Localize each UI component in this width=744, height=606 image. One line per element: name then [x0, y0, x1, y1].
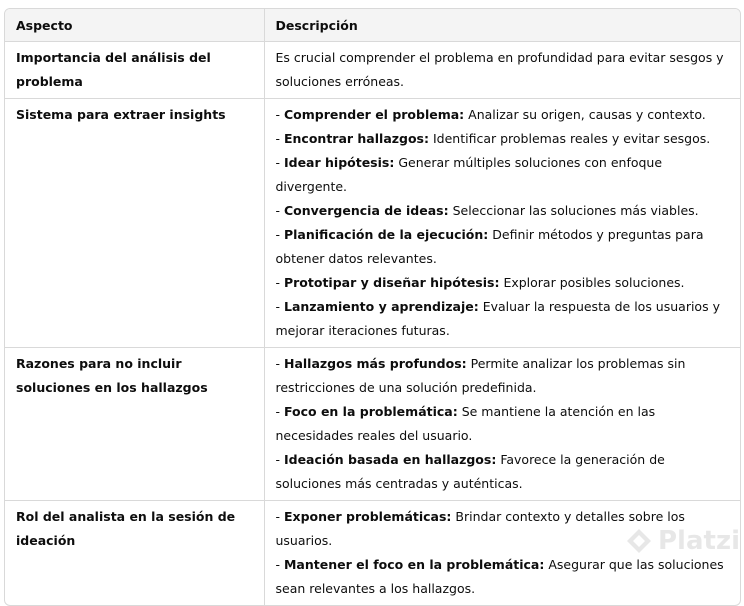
- description-item: - Lanzamiento y aprendizaje: Evaluar la respuesta de los usuarios y mejorar iteraciones futuras.: [275, 299, 720, 338]
- item-text: Evaluar la respuesta de los usuarios y mejorar iteraciones futuras.: [275, 299, 720, 338]
- description-cell: [264, 42, 740, 99]
- table-row: [5, 42, 740, 99]
- item-text: Explorar posibles soluciones.: [499, 275, 685, 290]
- item-title: Planificación de la ejecución:: [283, 227, 489, 242]
- description-item: - Convergencia de ideas: Seleccionar las soluciones más viables.: [275, 203, 699, 218]
- table-row: [5, 99, 740, 348]
- description-cell: [264, 348, 740, 501]
- description-item: - Planificación de la ejecución: Definir métodos y preguntas para obtener datos relevantes.: [275, 227, 704, 266]
- table-body: [5, 42, 740, 606]
- item-title: Comprender el problema:: [283, 107, 465, 122]
- item-text: Favorece la generación de soluciones más centradas y auténticas.: [275, 452, 665, 491]
- item-title: Hallazgos más profundos:: [283, 356, 467, 371]
- item-title: Ideación basada en hallazgos:: [283, 452, 497, 467]
- description-item: - Ideación basada en hallazgos: Favorece la generación de soluciones más centradas y auténticas.: [275, 452, 665, 491]
- aspect-cell: Razones para no incluir soluciones en los hallazgos: [5, 348, 264, 501]
- aspect-cell: Rol del analista en la sesión de ideación: [5, 501, 264, 606]
- summary-table: [5, 9, 740, 605]
- item-title: Exponer problemáticas:: [283, 509, 452, 524]
- table-row: [5, 348, 740, 501]
- description-item: - Hallazgos más profundos: Permite analizar los problemas sin restricciones de una solución predefinida.: [275, 356, 686, 395]
- description-item: - Encontrar hallazgos: Identificar problemas reales y evitar sesgos.: [275, 131, 711, 146]
- item-title: Encontrar hallazgos:: [283, 131, 429, 146]
- description-item: - Exponer problemáticas: Brindar contexto y detalles sobre los usuarios.: [275, 509, 685, 548]
- aspect-cell: Importancia del análisis del problema: [16, 50, 211, 89]
- item-title: Idear hipótesis:: [283, 155, 395, 170]
- aspect-cell: Sistema para extraer insights: [5, 99, 264, 348]
- header-descripcion: Descripción: [264, 9, 740, 42]
- item-text: Identificar problemas reales y evitar sesgos.: [429, 131, 711, 146]
- item-title: Mantener el foco en la problemática:: [283, 557, 545, 572]
- item-title: Lanzamiento y aprendizaje:: [283, 299, 479, 314]
- item-text: Se mantiene la atención en las necesidades reales del usuario.: [275, 404, 656, 443]
- platzi-watermark: [624, 526, 740, 556]
- watermark-text: Platzi: [658, 526, 740, 556]
- item-text: Permite analizar los problemas sin restricciones de una solución predefinida.: [275, 356, 686, 395]
- item-text: Analizar su origen, causas y contexto.: [464, 107, 706, 122]
- description-item: - Comprender el problema: Analizar su origen, causas y contexto.: [275, 107, 706, 122]
- description-item: - Mantener el foco en la problemática: Asegurar que las soluciones sean relevantes a los hallazgos.: [275, 557, 724, 596]
- item-title: Foco en la problemática:: [283, 404, 458, 419]
- table-header-row: [5, 9, 740, 42]
- summary-table-container: [4, 8, 741, 606]
- item-text: Generar múltiples soluciones con enfoque divergente.: [275, 155, 663, 194]
- description-item: [276, 46, 730, 94]
- description-item: - Foco en la problemática: Se mantiene la atención en las necesidades reales del usuario.: [275, 404, 656, 443]
- description-cell: [264, 99, 740, 348]
- item-title: Convergencia de ideas:: [283, 203, 449, 218]
- header-aspecto: Aspecto: [5, 9, 264, 42]
- item-text: Definir métodos y preguntas para obtener datos relevantes.: [275, 227, 704, 266]
- item-text: Es crucial comprender el problema en profundidad para evitar sesgos y soluciones erróneas.: [275, 50, 724, 89]
- description-item: - Idear hipótesis: Generar múltiples soluciones con enfoque divergente.: [275, 155, 663, 194]
- description-item: - Prototipar y diseñar hipótesis: Explorar posibles soluciones.: [275, 275, 685, 290]
- item-text: Asegurar que las soluciones sean relevantes a los hallazgos.: [275, 557, 724, 596]
- item-text: Brindar contexto y detalles sobre los usuarios.: [275, 509, 685, 548]
- item-title: Prototipar y diseñar hipótesis:: [283, 275, 500, 290]
- item-text: Seleccionar las soluciones más viables.: [448, 203, 699, 218]
- platzi-logo-icon: [624, 526, 654, 556]
